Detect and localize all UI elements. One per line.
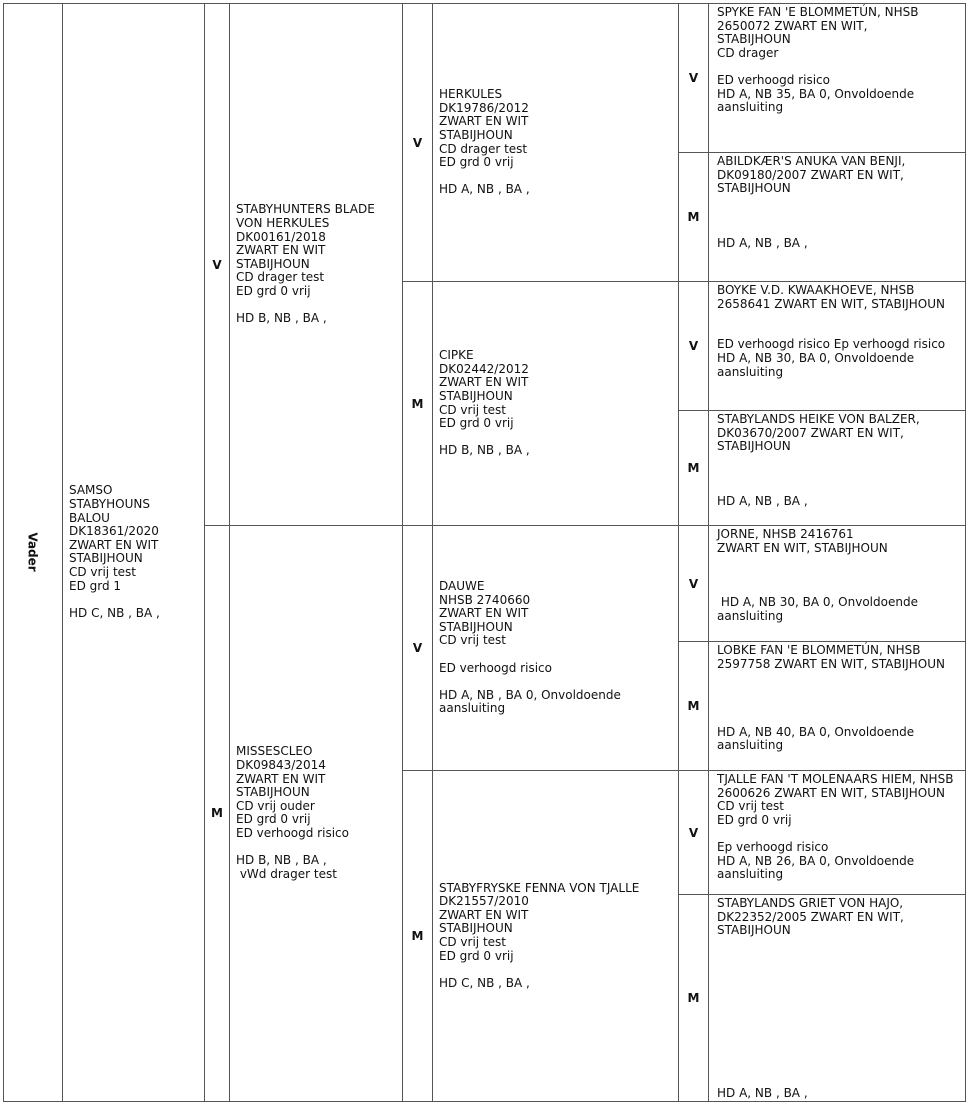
dog-info-line: CD vrij test bbox=[717, 799, 784, 814]
blank-line bbox=[717, 698, 957, 712]
dog-info-line: DK09180/2007 ZWART EN WIT, bbox=[717, 167, 904, 182]
dog-info-line: HD A, NB 30, BA 0, Onvoldoende bbox=[717, 350, 915, 365]
sex-marker-dam-sire: V bbox=[403, 526, 433, 771]
dog-info-line: vWd drager test bbox=[236, 866, 337, 881]
great-grandparent-2-info bbox=[709, 155, 965, 250]
sex-marker-sire-dam: M bbox=[403, 282, 433, 526]
dog-info-line: HD B, NB , BA , bbox=[236, 311, 327, 326]
dog-info-line: CD drager bbox=[717, 45, 779, 60]
dog-info-line: ABILDKÆR'S ANUKA VAN BENJI, bbox=[717, 154, 906, 168]
subject-dog-info bbox=[63, 484, 204, 620]
dog-info-line: SPYKE FAN 'E BLOMMETÚN, NHSB bbox=[717, 5, 919, 19]
blank-line bbox=[717, 582, 957, 596]
blank-line bbox=[717, 712, 957, 726]
dog-info-line: DK21557/2010 bbox=[439, 894, 529, 909]
dog-info-line: HD C, NB , BA , bbox=[69, 605, 160, 620]
dog-info-line: ED verhoogd risico bbox=[717, 72, 830, 87]
great-grandparent-cell-4 bbox=[709, 411, 966, 526]
dog-info-line: STABIJHOUN bbox=[717, 439, 791, 454]
blank-line bbox=[717, 223, 957, 237]
dam-dam-info bbox=[433, 882, 678, 991]
dog-info-line: HERKULES bbox=[439, 87, 503, 102]
dog-info-line: ED grd 0 vrij bbox=[439, 155, 514, 170]
blank-line bbox=[717, 467, 957, 481]
dog-info-line: STABYHUNTERS BLADE bbox=[236, 202, 375, 217]
sex-marker-dam: M bbox=[205, 526, 230, 1102]
dog-info-line: BALOU bbox=[69, 510, 110, 525]
blank-line bbox=[717, 454, 957, 468]
blank-line bbox=[717, 965, 957, 979]
blank-line bbox=[717, 1033, 957, 1047]
dog-info-line: ZWART EN WIT, STABIJHOUN bbox=[717, 540, 888, 555]
dog-info-line: Ep verhoogd risico bbox=[717, 839, 829, 854]
dog-info-line: DK02442/2012 bbox=[439, 361, 529, 376]
dog-info-line: DK09843/2014 bbox=[236, 758, 326, 773]
dog-info-line: 2597758 ZWART EN WIT, STABIJHOUN bbox=[717, 656, 946, 671]
dog-info-line: ED grd 0 vrij bbox=[717, 812, 792, 827]
dog-info-line: HD A, NB , BA , bbox=[717, 493, 808, 508]
dam-sire-cell bbox=[433, 526, 679, 771]
dog-info-line: DK18361/2020 bbox=[69, 524, 159, 539]
dog-info-line: HD A, NB , BA , bbox=[717, 1086, 808, 1101]
dog-info-line: ZWART EN WIT bbox=[236, 771, 326, 786]
dog-info-line: aansluiting bbox=[717, 100, 784, 115]
sex-marker-ggp-5: V bbox=[679, 526, 709, 642]
blank-line bbox=[439, 170, 672, 184]
sire-dam-cell bbox=[433, 282, 679, 526]
blank-line bbox=[717, 1074, 957, 1088]
pedigree-table bbox=[3, 3, 966, 1102]
dog-info-line: HD A, NB , BA , bbox=[717, 235, 808, 250]
blank-line bbox=[717, 992, 957, 1006]
dog-info-line: DK19786/2012 bbox=[439, 100, 529, 115]
dog-info-line: HD A, NB 26, BA 0, Onvoldoende bbox=[717, 853, 915, 868]
great-grandparent-1-info bbox=[709, 6, 965, 115]
dog-info-line: CD vrij test bbox=[439, 633, 506, 648]
sex-marker-sire: V bbox=[205, 4, 230, 526]
blank-line bbox=[236, 298, 396, 312]
sex-marker-ggp-8: M bbox=[679, 895, 709, 1102]
blank-line bbox=[717, 1060, 957, 1074]
dog-info-line: CIPKE bbox=[439, 348, 474, 363]
dog-info-line: BOYKE V.D. KWAAKHOEVE, NHSB bbox=[717, 283, 915, 297]
blank-line bbox=[717, 827, 957, 841]
great-grandparent-4-info bbox=[709, 413, 965, 508]
dog-info-line: HD A, NB , BA , bbox=[439, 182, 530, 197]
blank-line bbox=[439, 648, 672, 662]
blank-line bbox=[717, 938, 957, 952]
blank-line bbox=[717, 1047, 957, 1061]
dog-info-line: ED verhoogd risico Ep verhoogd risico bbox=[717, 337, 946, 352]
side-label-cell bbox=[4, 4, 63, 1102]
blank-line bbox=[69, 593, 198, 607]
dog-info-line: CD drager test bbox=[236, 270, 325, 285]
dog-info-line: ED verhoogd risico bbox=[439, 660, 552, 675]
blank-line bbox=[717, 1019, 957, 1033]
dog-info-line: STABIJHOUN bbox=[69, 551, 143, 566]
blank-line bbox=[717, 555, 957, 569]
dog-info-line: HD A, NB , BA 0, Onvoldoende bbox=[439, 687, 621, 702]
blank-line bbox=[717, 209, 957, 223]
great-grandparent-7-info bbox=[709, 773, 965, 882]
dog-info-line: ED grd 1 bbox=[69, 578, 122, 593]
blank-line bbox=[717, 1006, 957, 1020]
great-grandparent-3-info bbox=[709, 284, 965, 379]
blank-line bbox=[439, 963, 672, 977]
dog-info-line: 2650072 ZWART EN WIT, bbox=[717, 18, 868, 33]
dog-info-line: ZWART EN WIT bbox=[69, 537, 159, 552]
blank-line bbox=[717, 685, 957, 699]
dog-info-line: STABIJHOUN bbox=[439, 921, 513, 936]
dog-info-line: CD vrij test bbox=[439, 934, 506, 949]
sex-marker-ggp-2: M bbox=[679, 153, 709, 282]
dog-info-line: STABIJHOUN bbox=[717, 181, 791, 196]
blank-line bbox=[439, 675, 672, 689]
dog-info-line: aansluiting bbox=[717, 738, 784, 753]
dog-info-line: aansluiting bbox=[717, 608, 784, 623]
dog-info-line: ED grd 0 vrij bbox=[236, 283, 311, 298]
blank-line bbox=[717, 671, 957, 685]
dog-info-line: STABIJHOUN bbox=[717, 923, 791, 938]
dog-info-line: ZWART EN WIT bbox=[236, 243, 326, 258]
dog-info-line: STABYHOUNS bbox=[69, 497, 150, 512]
dog-info-line: DAUWE bbox=[439, 579, 485, 594]
dog-info-line: HD A, NB 40, BA 0, Onvoldoende bbox=[717, 724, 915, 739]
great-grandparent-5-info bbox=[709, 528, 965, 623]
blank-line bbox=[717, 569, 957, 583]
dog-info-line: 2600626 ZWART EN WIT, STABIJHOUN bbox=[717, 785, 946, 800]
dog-info-line: LOBKE FAN 'E BLOMMETÚN, NHSB bbox=[717, 643, 921, 657]
dog-info-line: STABIJHOUN bbox=[439, 388, 513, 403]
dog-info-line: STABYFRYSKE FENNA VON TJALLE bbox=[439, 880, 640, 895]
sex-marker-ggp-3: V bbox=[679, 282, 709, 411]
dog-info-line: ED grd 0 vrij bbox=[439, 416, 514, 431]
dog-info-line: ZWART EN WIT bbox=[439, 606, 529, 621]
blank-line bbox=[717, 325, 957, 339]
dog-info-line: SAMSO bbox=[69, 483, 113, 498]
dog-info-line: HD B, NB , BA , bbox=[439, 443, 530, 458]
dog-info-line: CD drager test bbox=[439, 141, 528, 156]
great-grandparent-cell-5 bbox=[709, 526, 966, 642]
sex-marker-ggp-6: M bbox=[679, 642, 709, 771]
blank-line bbox=[717, 979, 957, 993]
dog-info-line: ZWART EN WIT bbox=[439, 907, 529, 922]
great-grandparent-6-info bbox=[709, 644, 965, 753]
dog-info-line: CD vrij ouder bbox=[236, 798, 315, 813]
dog-info-line: STABYLANDS HEIKE VON BALZER, bbox=[717, 412, 920, 426]
dog-info-line: aansluiting bbox=[717, 364, 784, 379]
dog-info-line: STABYLANDS GRIET VON HAJO, bbox=[717, 896, 904, 910]
dog-info-line: STABIJHOUN bbox=[236, 785, 310, 800]
dog-info-line: DK22352/2005 ZWART EN WIT, bbox=[717, 909, 904, 924]
dog-info-line: CD vrij test bbox=[69, 565, 136, 580]
great-grandparent-cell-3 bbox=[709, 282, 966, 411]
dog-info-line: DK03670/2007 ZWART EN WIT, bbox=[717, 425, 904, 440]
dog-info-line: aansluiting bbox=[717, 867, 784, 882]
dog-info-line: ZWART EN WIT bbox=[439, 114, 529, 129]
sex-marker-dam-dam: M bbox=[403, 771, 433, 1102]
blank-line bbox=[717, 311, 957, 325]
sire-sire-cell bbox=[433, 4, 679, 282]
dog-info-line: CD vrij test bbox=[439, 402, 506, 417]
dam-info bbox=[230, 745, 402, 881]
great-grandparent-8-info bbox=[709, 897, 965, 1101]
dog-info-line: ED grd 0 vrij bbox=[236, 812, 311, 827]
dam-cell bbox=[230, 526, 403, 1102]
dog-info-line: HD C, NB , BA , bbox=[439, 975, 530, 990]
sex-marker-ggp-1: V bbox=[679, 4, 709, 153]
dog-info-line: aansluiting bbox=[439, 701, 506, 716]
dog-info-line: HD A, NB 30, BA 0, Onvoldoende bbox=[717, 594, 918, 609]
dog-info-line: DK00161/2018 bbox=[236, 229, 326, 244]
great-grandparent-cell-6 bbox=[709, 642, 966, 771]
great-grandparent-cell-7 bbox=[709, 771, 966, 895]
dog-info-line: 2658641 ZWART EN WIT, STABIJHOUN bbox=[717, 296, 946, 311]
sire-info bbox=[230, 203, 402, 325]
dog-info-line: MISSESCLEO bbox=[236, 744, 313, 759]
sire-sire-info bbox=[433, 88, 678, 197]
blank-line bbox=[236, 841, 396, 855]
sex-marker-ggp-4: M bbox=[679, 411, 709, 526]
dog-info-line: STABIJHOUN bbox=[439, 127, 513, 142]
dog-info-line: STABIJHOUN bbox=[236, 256, 310, 271]
dog-info-line: ED verhoogd risico bbox=[236, 826, 349, 841]
blank-line bbox=[717, 196, 957, 210]
blank-line bbox=[717, 60, 957, 74]
subject-dog-cell bbox=[63, 4, 205, 1102]
dog-info-line: ED grd 0 vrij bbox=[439, 948, 514, 963]
great-grandparent-cell-1 bbox=[709, 4, 966, 153]
dog-info-line: STABIJHOUN bbox=[717, 32, 791, 47]
blank-line bbox=[439, 431, 672, 445]
dam-sire-info bbox=[433, 580, 678, 716]
dog-info-line: STABIJHOUN bbox=[439, 619, 513, 634]
sex-marker-ggp-7: V bbox=[679, 771, 709, 895]
dog-info-line: HD B, NB , BA , bbox=[236, 853, 327, 868]
dog-info-line: VON HERKULES bbox=[236, 215, 330, 230]
great-grandparent-cell-8 bbox=[709, 895, 966, 1102]
dog-info-line: TJALLE FAN 'T MOLENAARS HIEM, NHSB bbox=[717, 772, 954, 786]
sex-marker-sire-sire: V bbox=[403, 4, 433, 282]
dog-info-line: HD A, NB 35, BA 0, Onvoldoende bbox=[717, 86, 915, 101]
blank-line bbox=[717, 951, 957, 965]
dam-dam-cell bbox=[433, 771, 679, 1102]
dog-info-line: NHSB 2740660 bbox=[439, 592, 531, 607]
dog-info-line: ZWART EN WIT bbox=[439, 375, 529, 390]
blank-line bbox=[717, 481, 957, 495]
great-grandparent-cell-2 bbox=[709, 153, 966, 282]
sire-dam-info bbox=[433, 349, 678, 458]
sire-cell bbox=[230, 4, 403, 526]
side-label: Vader bbox=[26, 532, 40, 573]
dog-info-line: JORNE, NHSB 2416761 bbox=[717, 527, 854, 541]
